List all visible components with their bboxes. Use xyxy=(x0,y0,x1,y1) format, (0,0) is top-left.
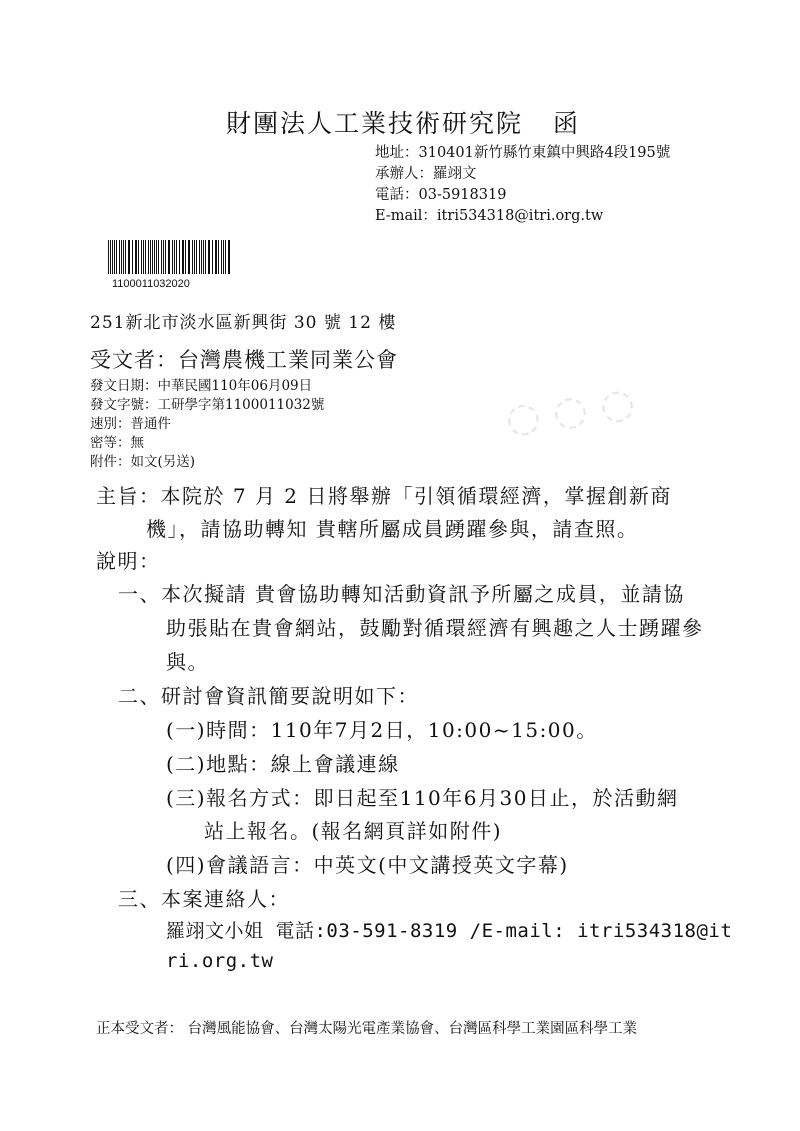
sender-handler: 承辦人：羅翊文 xyxy=(375,166,477,182)
cc-recipients: 正本受文者： 台灣風能協會、台灣太陽光電產業協會、台灣區科學工業園區科學工業 xyxy=(96,1021,638,1037)
contact-line-2: ri.org.tw xyxy=(166,950,274,972)
doc-number: 發文字號：工研學字第1100011032號 xyxy=(90,397,325,413)
barcode-bar xyxy=(165,240,166,274)
item1-line-2: 助張貼在貴會網站，鼓勵對循環經濟有興趣之人士踴躍參 xyxy=(166,616,704,640)
barcode-bar xyxy=(121,240,122,274)
barcode-bar xyxy=(114,240,115,274)
speed: 速別：普通件 xyxy=(90,416,171,432)
item3-heading: 三、本案連絡人： xyxy=(118,887,290,911)
contact-line-1: 羅翊文小姐 電話:03-591-8319 /E-mail: itri534318@it xyxy=(166,920,733,942)
barcode-bar xyxy=(141,240,142,274)
issue-date: 發文日期：中華民國110年06月09日 xyxy=(90,378,313,394)
barcode-bar xyxy=(196,240,197,274)
barcode-bar xyxy=(108,240,109,274)
item2-sub4: (四)會議語言：中英文(中文講授英文字幕) xyxy=(166,853,569,877)
item2-sub1: (一)時間：110年7月2日，10:00~15:00。 xyxy=(166,718,598,742)
barcode-number: 1100011032020 xyxy=(112,278,190,290)
barcode-bar xyxy=(203,240,204,274)
barcode-bar xyxy=(223,240,224,274)
item2-heading: 二、研討會資訊簡要說明如下： xyxy=(118,684,419,708)
barcode-bar xyxy=(169,240,170,274)
document-title xyxy=(226,104,580,140)
item1-line-1: 一、本次擬請 貴會協助轉知活動資訊予所屬之成員，並請協 xyxy=(118,582,685,606)
barcode-bar xyxy=(179,240,180,274)
doc-type: 函 xyxy=(553,109,581,138)
secrecy: 密等：無 xyxy=(90,435,144,451)
barcode-bar xyxy=(212,240,213,274)
barcode-bar xyxy=(129,240,130,274)
subject-line-1: 主旨：本院於 7 月 2 日將舉辦「引領循環經濟，掌握創新商 xyxy=(96,484,672,508)
recipient-address: 251新北市淡水區新興街 30 號 12 樓 xyxy=(90,313,397,333)
item1-line-3: 與。 xyxy=(166,650,209,674)
org-name: 財團法人工業技術研究院 xyxy=(226,109,524,138)
faint-stamp-mark: ◌ ◌ ◌ xyxy=(502,379,638,443)
barcode-bar xyxy=(128,240,129,274)
item2-sub3-line-2: 站上報名。(報名網頁詳如附件) xyxy=(204,819,503,843)
barcode-bar xyxy=(154,240,155,274)
barcode-bar xyxy=(218,240,219,274)
attachment: 附件：如文(另送) xyxy=(90,454,196,470)
sender-address: 地址：310401新竹縣竹東鎮中興路4段195號 xyxy=(375,145,671,161)
sender-phone: 電話：03-5918319 xyxy=(375,187,507,203)
item2-sub3-line-1: (三)報名方式：即日起至110年6月30日止，於活動網 xyxy=(166,786,679,810)
sender-email: E-mail：itri534318@itri.org.tw xyxy=(375,208,604,224)
explanation-heading: 說明： xyxy=(96,549,161,573)
barcode-bar xyxy=(138,240,139,274)
barcode-bar xyxy=(192,240,193,274)
barcode-bar xyxy=(185,240,186,274)
item2-sub2: (二)地點：線上會議連線 xyxy=(166,752,400,776)
barcode xyxy=(108,240,232,274)
subject-line-2: 機」，請協助轉知 貴轄所屬成員踴躍參與，請查照。 xyxy=(146,517,639,541)
barcode-bar xyxy=(229,240,230,274)
barcode-bar xyxy=(176,240,177,274)
barcode-bar xyxy=(158,240,159,274)
barcode-bar xyxy=(209,240,210,274)
barcode-bar xyxy=(148,240,149,274)
recipient: 受文者：台灣農機工業同業公會 xyxy=(90,348,398,372)
